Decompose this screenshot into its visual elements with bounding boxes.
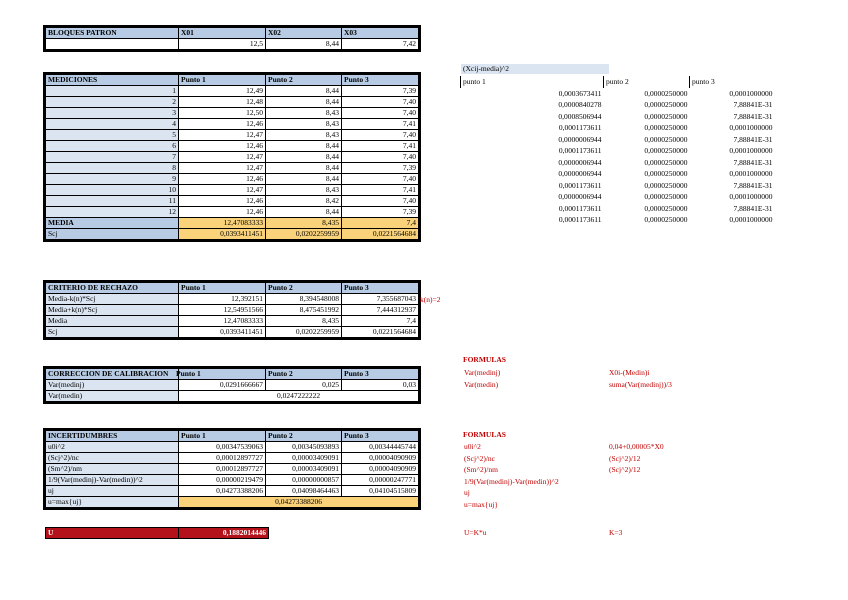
medicion-p3: 7,41: [342, 185, 419, 196]
xcij-header-1: punto 1: [461, 76, 604, 88]
incert-header-2: Punto 2: [266, 431, 342, 442]
rechazo-header-3: Punto 3: [342, 283, 419, 294]
xcij-p1: 0,0008506944: [558, 111, 602, 121]
incert-value: 0,00004090909: [342, 464, 419, 475]
medicion-p3: 7,40: [342, 196, 419, 207]
rechazo-value: 8,475451992: [266, 305, 342, 316]
xcij-p2: 0,0000250000: [644, 146, 688, 155]
xcij-row: [461, 214, 775, 226]
xcij-p1: 0,0003673411: [558, 88, 602, 98]
xcij-p1: 0,0001173611: [558, 180, 602, 190]
formula-expression: (Scj^2)/12: [609, 465, 641, 475]
incert-row: [46, 486, 419, 497]
medicion-row: [46, 97, 419, 108]
medicion-index: 4: [46, 119, 179, 130]
xcij-p2: 0,0000250000: [644, 203, 688, 213]
medicion-p2: 8,44: [266, 163, 342, 174]
medicion-index: 12: [46, 207, 179, 218]
medicion-index: 2: [46, 97, 179, 108]
correccion-title-text: CORRECCION DE CALIBRACION: [48, 369, 169, 378]
xcij-p1: 0,0001173611: [558, 215, 602, 224]
incert-header-3: Punto 3: [342, 431, 419, 442]
rechazo-value: 8,435: [266, 316, 342, 327]
media-p2: 8,435: [266, 218, 342, 229]
medicion-row: [46, 163, 419, 174]
incert-value: 0,04104515809: [342, 486, 419, 497]
incert-row: [46, 453, 419, 464]
formula-expression: 0,04+0,00005*X0: [609, 442, 664, 451]
u-value: 0,1882014446: [179, 528, 269, 539]
rechazo-value: 7,355687043: [342, 294, 419, 305]
medicion-p1: 12,46: [179, 196, 266, 207]
medicion-p1: 12,48: [179, 97, 266, 108]
formula-label: (Scj^2)/nc: [464, 453, 496, 463]
medicion-p1: 12,47: [179, 185, 266, 196]
incert-header-1: Punto 1: [179, 431, 266, 442]
medicion-index: 6: [46, 141, 179, 152]
incert-label: uj: [46, 486, 179, 497]
rechazo-label: Media: [46, 316, 179, 327]
incert-value: 0,00003409091: [266, 453, 342, 464]
correccion-header-1: Punto 1: [176, 369, 201, 378]
header-x01: X01: [179, 28, 266, 39]
medicion-p2: 8,44: [266, 152, 342, 163]
rechazo-value: 12,54951566: [179, 305, 266, 316]
medicion-p3: 7,40: [342, 130, 419, 141]
medicion-p2: 8,44: [266, 207, 342, 218]
incert-value: 0,04273388206: [179, 486, 266, 497]
media-p1: 12,47083333: [179, 218, 266, 229]
xcij-p3: 7,88841E-31: [733, 180, 773, 190]
incert-value: 0,00004090909: [342, 453, 419, 464]
xcij-p2: 0,0000250000: [644, 88, 688, 98]
medicion-index: 8: [46, 163, 179, 174]
medicion-p3: 7,40: [342, 152, 419, 163]
incert-value: 0,04098464463: [266, 486, 342, 497]
medicion-p2: 8,43: [266, 119, 342, 130]
xcij-p3: 0,0001000000: [729, 88, 773, 98]
rechazo-label: Scj: [46, 327, 179, 338]
xcij-p1: 0,0000006944: [558, 169, 602, 178]
xcij-row: [461, 134, 775, 146]
formulas1-title: FORMULAS: [463, 355, 506, 364]
xcij-p2: 0,0000250000: [644, 169, 688, 178]
incert-value: 0,00003409091: [266, 464, 342, 475]
xcij-row: [461, 145, 775, 157]
xcij-row: [461, 122, 775, 134]
rechazo-header-2: Punto 2: [266, 283, 342, 294]
xcij-row: [461, 168, 775, 180]
rechazo-value: 0,0393411451: [179, 327, 266, 338]
incertidumbres-table: [45, 430, 419, 508]
rechazo-row: [46, 305, 419, 316]
formula-label: 1/9(Var(medinj)-Var(medin))^2: [464, 476, 559, 486]
medicion-row: [46, 152, 419, 163]
varmedin-label: Var(medin): [46, 391, 179, 402]
medicion-index: 9: [46, 174, 179, 185]
medicion-p2: 8,44: [266, 97, 342, 108]
medicion-p3: 7,39: [342, 163, 419, 174]
medicion-p3: 7,41: [342, 141, 419, 152]
incert-row: [46, 442, 419, 453]
xcij-row: [461, 88, 775, 100]
xcij-p3: 0,0001000000: [729, 192, 773, 201]
k-value: K=3: [609, 528, 623, 537]
medicion-row: [46, 141, 419, 152]
medicion-index: 10: [46, 185, 179, 196]
medicion-p2: 8,44: [266, 174, 342, 185]
incert-value: 0,00012897727: [179, 453, 266, 464]
varmedinj-p3: 0,03: [342, 380, 419, 391]
xcij-p2: 0,0000250000: [644, 111, 688, 121]
medicion-p1: 12,46: [179, 119, 266, 130]
mediciones-table: [45, 74, 419, 240]
rechazo-value: 0,0221564684: [342, 327, 419, 338]
medicion-p3: 7,40: [342, 97, 419, 108]
scj-p3: 0,0221564684: [342, 229, 419, 240]
header-x03: X03: [342, 28, 419, 39]
xcij-row: [461, 180, 775, 192]
value-x02: 8,44: [266, 39, 342, 50]
rechazo-title: CRITERIO DE RECHAZO: [46, 283, 179, 294]
medicion-row: [46, 119, 419, 130]
rechazo-row: [46, 327, 419, 338]
xcij-p2: 0,0000250000: [644, 192, 688, 201]
xcij-p2: 0,0000250000: [644, 157, 688, 167]
incert-row: [46, 464, 419, 475]
formula-label: Var(medinj): [464, 368, 501, 377]
medicion-row: [46, 174, 419, 185]
formula-label: (Sm^2)/nm: [464, 465, 498, 475]
medicion-row: [46, 130, 419, 141]
scj-label: Scj: [46, 229, 179, 240]
xcij-p3: 7,88841E-31: [733, 100, 773, 109]
incert-label: 1/9(Var(medinj)-Var(medin))^2: [46, 475, 179, 486]
incert-value: 0,00344445744: [342, 442, 419, 453]
formula-label: Var(medin): [464, 379, 499, 389]
xcij-header-3: punto 3: [690, 76, 775, 88]
formula-label: uj: [464, 488, 470, 498]
criterio-rechazo-table: [45, 282, 419, 338]
xcij-row: [461, 191, 775, 203]
medicion-p3: 7,40: [342, 174, 419, 185]
medicion-row: [46, 185, 419, 196]
xcij-p2: 0,0000250000: [644, 134, 688, 144]
incert-value: 0,00000000857: [266, 475, 342, 486]
medicion-p1: 12,46: [179, 207, 266, 218]
formula-label: u=max{uj}: [464, 500, 498, 509]
correccion-table: [45, 368, 419, 402]
medicion-p3: 7,39: [342, 207, 419, 218]
xcij-p3: 0,0001000000: [729, 123, 773, 132]
xcij-row: [461, 157, 775, 169]
varmedinj-p2: 0,025: [266, 380, 342, 391]
scj-p1: 0,0393411451: [179, 229, 266, 240]
header-x02: X02: [266, 28, 342, 39]
incert-row: [46, 475, 419, 486]
xcij-p3: 7,88841E-31: [733, 203, 773, 213]
header-punto1: Punto 1: [179, 75, 266, 86]
correccion-header-2: Punto 2: [266, 369, 342, 380]
medicion-row: [46, 196, 419, 207]
incert-label: (Scj^2)/nc: [46, 453, 179, 464]
xcij-p2: 0,0000250000: [644, 180, 688, 190]
blank-cell: [46, 39, 179, 50]
xcij-p3: 7,88841E-31: [733, 111, 773, 121]
rechazo-value: 7,4: [342, 316, 419, 327]
value-x01: 12,5: [179, 39, 266, 50]
medicion-p1: 12,47: [179, 163, 266, 174]
varmedinj-p1: 0,0291666667: [179, 380, 266, 391]
xcij-p3: 7,88841E-31: [733, 157, 773, 167]
incert-value: 0,00000247771: [342, 475, 419, 486]
xcij-p2: 0,0000250000: [644, 123, 688, 132]
medicion-p2: 8,42: [266, 196, 342, 207]
incert-label: u0i^2: [46, 442, 179, 453]
xcij-p1: 0,0000006944: [558, 192, 602, 201]
incert-value: 0,00000219479: [179, 475, 266, 486]
correccion-title: [46, 369, 201, 380]
medicion-p3: 7,39: [342, 86, 419, 97]
medicion-p1: 12,47: [179, 152, 266, 163]
u-final-table: [45, 527, 269, 539]
xcij-p1: 0,0001173611: [558, 123, 602, 132]
medicion-index: 11: [46, 196, 179, 207]
medicion-p1: 12,46: [179, 174, 266, 185]
rechazo-label: Media-k(n)*Scj: [46, 294, 179, 305]
medicion-row: [46, 86, 419, 97]
medicion-index: 7: [46, 152, 179, 163]
xcij-table: [460, 76, 775, 226]
rechazo-value: 8,394548008: [266, 294, 342, 305]
incert-value: 0,00012897727: [179, 464, 266, 475]
xcij-p3: 7,88841E-31: [733, 134, 773, 144]
mediciones-title: MEDICIONES: [46, 75, 179, 86]
correccion-header-3: Punto 3: [342, 369, 419, 380]
medicion-index: 3: [46, 108, 179, 119]
rechazo-value: 12,392151: [179, 294, 266, 305]
medicion-row: [46, 207, 419, 218]
medicion-p1: 12,50: [179, 108, 266, 119]
rechazo-label: Media+k(n)*Scj: [46, 305, 179, 316]
xcij-p3: 0,0001000000: [729, 215, 773, 224]
xcij-p1: 0,0000006944: [558, 134, 602, 144]
formula-expression: suma(Var(medinj))/3: [609, 379, 672, 389]
umax-label: u=max{uj}: [46, 497, 179, 508]
media-p3: 7,4: [342, 218, 419, 229]
incert-title: INCERTIDUMBRES: [46, 431, 179, 442]
medicion-p2: 8,43: [266, 185, 342, 196]
umax-value: 0,04273388206: [179, 497, 419, 508]
xcij-p1: 0,0000006944: [558, 157, 602, 167]
medicion-index: 5: [46, 130, 179, 141]
scj-p2: 0,0202259959: [266, 229, 342, 240]
bloques-title: BLOQUES PATRON: [46, 28, 179, 39]
medicion-p1: 12,49: [179, 86, 266, 97]
xcij-p1: 0,0000840278: [558, 100, 602, 109]
header-punto3: Punto 3: [342, 75, 419, 86]
xcij-row: [461, 111, 775, 123]
media-label: MEDIA: [46, 218, 179, 229]
formula-label: u0i^2: [464, 442, 481, 451]
incert-label: (Sm^2)/nm: [46, 464, 179, 475]
rechazo-row: [46, 294, 419, 305]
rechazo-header-1: Punto 1: [179, 283, 266, 294]
formula-expression: X0i-(Medin)i: [609, 368, 650, 377]
xcij-row: [461, 203, 775, 215]
medicion-p2: 8,43: [266, 130, 342, 141]
xcij-row: [461, 99, 775, 111]
u-formula: U=K*u: [464, 528, 487, 537]
formula-expression: (Scj^2)/12: [609, 453, 641, 463]
header-punto2: Punto 2: [266, 75, 342, 86]
medicion-p1: 12,46: [179, 141, 266, 152]
bloques-patron-table: [45, 27, 419, 50]
varmedinj-label: Var(medinj): [46, 380, 179, 391]
xcij-p2: 0,0000250000: [644, 215, 688, 224]
incert-value: 0,00345093893: [266, 442, 342, 453]
xcij-title: (Xcij-media)^2: [461, 64, 609, 74]
medicion-p3: 7,40: [342, 108, 419, 119]
medicion-row: [46, 108, 419, 119]
incert-value: 0,00347539063: [179, 442, 266, 453]
medicion-p2: 8,43: [266, 108, 342, 119]
xcij-p3: 0,0001000000: [729, 169, 773, 178]
rechazo-value: 7,444312937: [342, 305, 419, 316]
xcij-p2: 0,0000250000: [644, 100, 688, 109]
rechazo-row: [46, 316, 419, 327]
xcij-p3: 0,0001000000: [729, 146, 773, 155]
value-x03: 7,42: [342, 39, 419, 50]
xcij-header-2: punto 2: [604, 76, 690, 88]
formulas2-title: FORMULAS: [463, 430, 506, 439]
varmedin-value: 0,0247222222: [179, 391, 419, 402]
medicion-p2: 8,44: [266, 141, 342, 152]
xcij-p1: 0,0001173611: [558, 203, 602, 213]
medicion-index: 1: [46, 86, 179, 97]
u-label: U: [46, 528, 179, 539]
xcij-p1: 0,0001173611: [558, 146, 602, 155]
rechazo-value: 12,47083333: [179, 316, 266, 327]
kn-note: k(n)=2: [420, 295, 441, 304]
medicion-p1: 12,47: [179, 130, 266, 141]
medicion-p3: 7,41: [342, 119, 419, 130]
rechazo-value: 0,0202259959: [266, 327, 342, 338]
medicion-p2: 8,44: [266, 86, 342, 97]
